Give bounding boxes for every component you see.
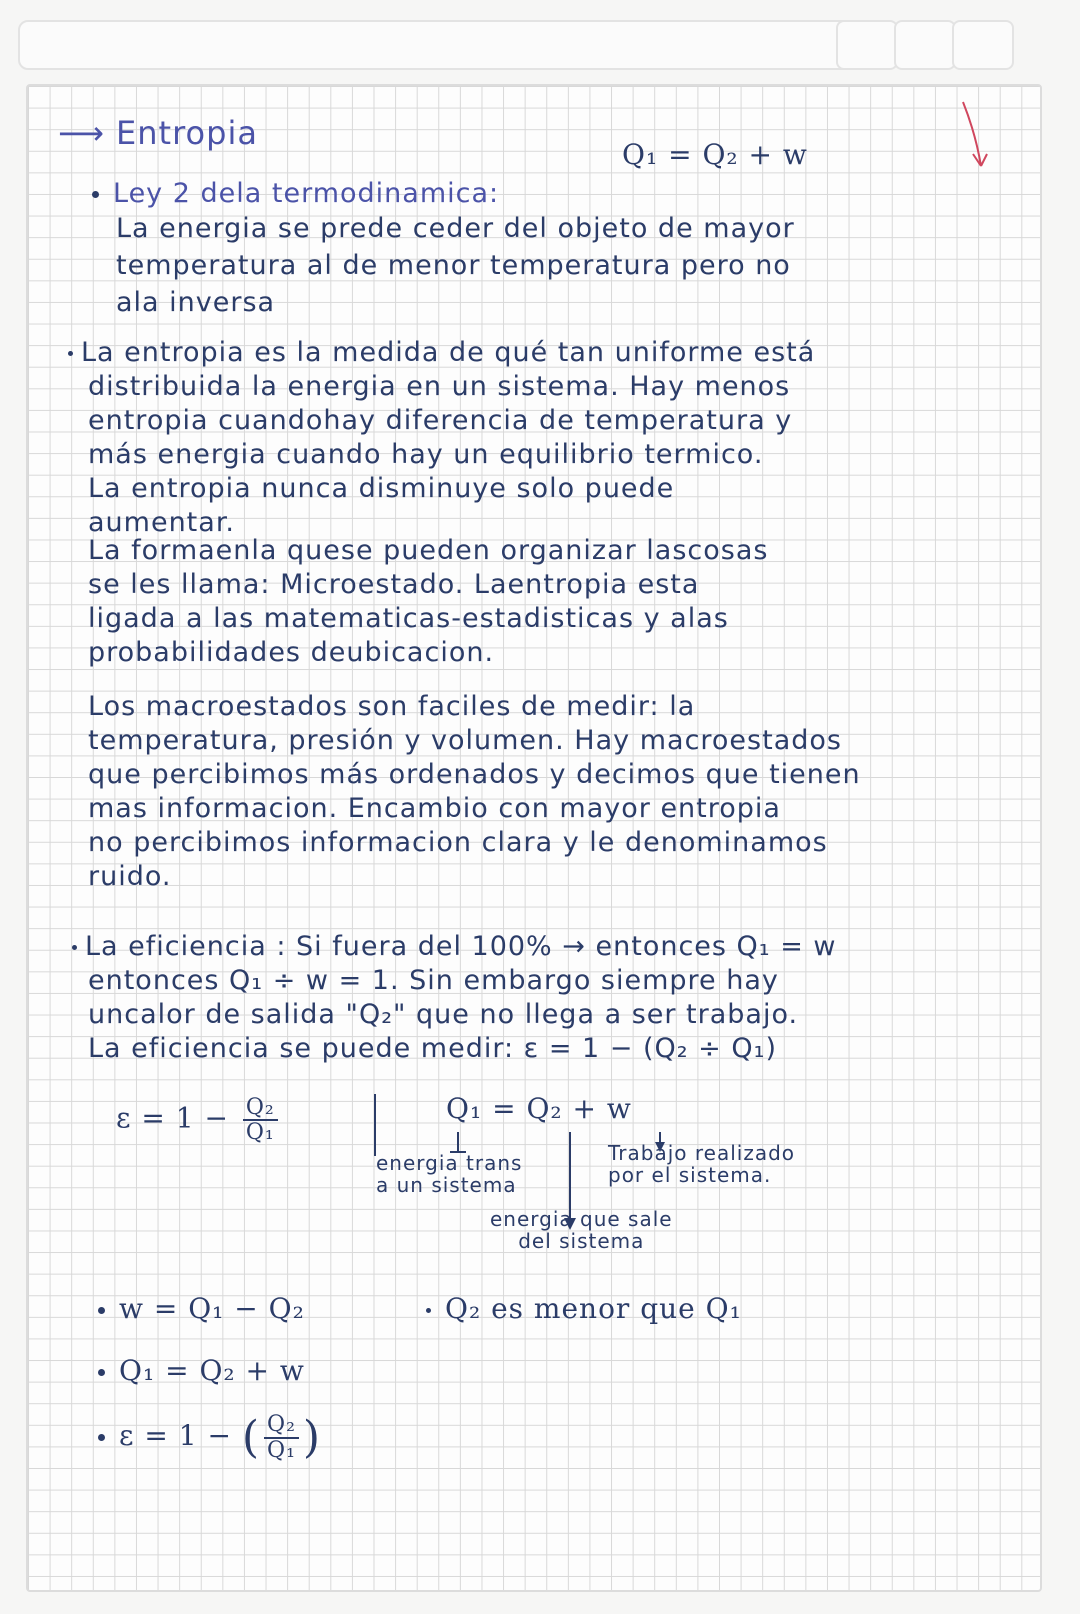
note-q2-menor: Q₂ es menor que Q₁ bbox=[426, 1292, 742, 1325]
entropia-line: La entropia nunca disminuye solo puede bbox=[88, 473, 675, 504]
fraction-numerator: Q₂ bbox=[264, 1413, 299, 1438]
bullet-icon bbox=[92, 191, 99, 198]
micro-line: La formaenla quese pueden organizar lascosas bbox=[88, 535, 769, 566]
eficiencia-line: uncalor de salida "Q₂" que no llega a ser trabajo. bbox=[88, 999, 799, 1030]
micro-line: ligada a las matematicas-estadisticas y alas bbox=[88, 603, 729, 634]
macro-line: Los macroestados son faciles de medir: la bbox=[88, 691, 696, 722]
eficiencia-line: entonces Q₁ ÷ w = 1. Sin embargo siempre hay bbox=[88, 965, 779, 996]
fraction bbox=[264, 1413, 299, 1461]
bullet-icon bbox=[98, 1307, 105, 1314]
ley-line: temperatura al de menor temperatura pero no bbox=[116, 250, 791, 281]
micro-line: probabilidades deubicacion. bbox=[88, 637, 495, 668]
macro-line: que percibimos más ordenados y decimos que tienen bbox=[88, 759, 861, 790]
entropia-paragraph: La entropia es la medida de qué tan uniforme está distribuida la energia en un sistema. Hay menos entropia cuandohay diferencia de temperatura y más energia cuando hay un equilibrio termico. La entropia nunca disminuye solo puede aumentar. bbox=[68, 336, 815, 540]
entropia-line: distribuida la energia en un sistema. Hay menos bbox=[88, 371, 791, 402]
title-text: Entropia bbox=[116, 114, 258, 152]
formula-q1: Q₁ = Q₂ + w bbox=[98, 1354, 305, 1387]
label-trabajo: Trabajo realizado por el sistema. bbox=[608, 1141, 795, 1187]
macro-line: no percibimos informacion clara y le denominamos bbox=[88, 827, 828, 858]
arrow-icon: ⟶ bbox=[58, 114, 105, 152]
macroestado-paragraph bbox=[88, 690, 861, 894]
corner-equation: Q₁ = Q₂ + w bbox=[622, 138, 808, 171]
header-bar bbox=[18, 20, 856, 70]
eficiencia-paragraph: La eficiencia : Si fuera del 100% → entonces Q₁ = w entonces Q₁ ÷ w = 1. Sin embargo siempre hay uncalor de salida "Q₂" que no llega a ser trabajo. La eficiencia se puede medir: ε = 1 − (Q₂ ÷ Q₁) bbox=[72, 930, 837, 1066]
grid-paper-sheet bbox=[26, 84, 1042, 1592]
label-energia-trans: energia trans a un sistema bbox=[376, 1151, 523, 1197]
epsilon-formula-left: ε = 1 − $\frac{\text{Q₂}}{\text{Q₁}}$ bbox=[116, 1096, 282, 1144]
red-check-mark bbox=[953, 96, 993, 176]
macro-line: ruido. bbox=[88, 861, 172, 892]
energy-balance-equation: Q₁ = Q₂ + w bbox=[446, 1092, 632, 1125]
bullet-icon bbox=[72, 945, 77, 950]
ley-line: La energia se prede ceder del objeto de mayor bbox=[116, 213, 795, 244]
microestado-paragraph bbox=[88, 534, 768, 670]
date-box-day bbox=[836, 20, 898, 70]
bullet-icon bbox=[98, 1369, 105, 1376]
eficiencia-line: La eficiencia se puede medir: ε = 1 − (Q₂ ÷ Q₁) bbox=[88, 1033, 778, 1064]
formula-w: w = Q₁ − Q₂ bbox=[98, 1292, 305, 1325]
label-energia-sale: energia que sale del sistema bbox=[490, 1207, 673, 1253]
divider-line bbox=[374, 1094, 376, 1156]
ley-body bbox=[116, 210, 795, 321]
fraction-denominator: Q₁ bbox=[267, 1437, 296, 1463]
fraction-numerator: Q₂ bbox=[243, 1096, 278, 1121]
date-box-year bbox=[952, 20, 1014, 70]
macro-line: temperatura, presión y volumen. Hay macroestados bbox=[88, 725, 842, 756]
bullet-icon bbox=[98, 1434, 105, 1441]
fraction-denominator: Q₁ bbox=[245, 1120, 275, 1146]
macro-line: mas informacion. Encambio con mayor entropia bbox=[88, 793, 781, 824]
ley-heading: Ley 2 dela termodinamica: bbox=[92, 178, 499, 209]
micro-line: se les llama: Microestado. Laentropia esta bbox=[88, 569, 700, 600]
bullet-icon bbox=[68, 351, 73, 356]
date-box-month bbox=[894, 20, 956, 70]
fraction bbox=[243, 1096, 278, 1144]
entropia-line: más energia cuando hay un equilibrio termico. bbox=[88, 439, 764, 470]
ley-line: ala inversa bbox=[116, 287, 276, 318]
entropia-line: aumentar. bbox=[88, 507, 236, 538]
formula-epsilon: ε = 1 − ( $\frac{\text{Q₂}}{\text{Q₁}}$ ) bbox=[98, 1412, 321, 1463]
entropia-line: entropia cuandohay diferencia de temperatura y bbox=[88, 405, 793, 436]
page-title bbox=[58, 114, 258, 152]
bullet-icon bbox=[426, 1308, 431, 1313]
